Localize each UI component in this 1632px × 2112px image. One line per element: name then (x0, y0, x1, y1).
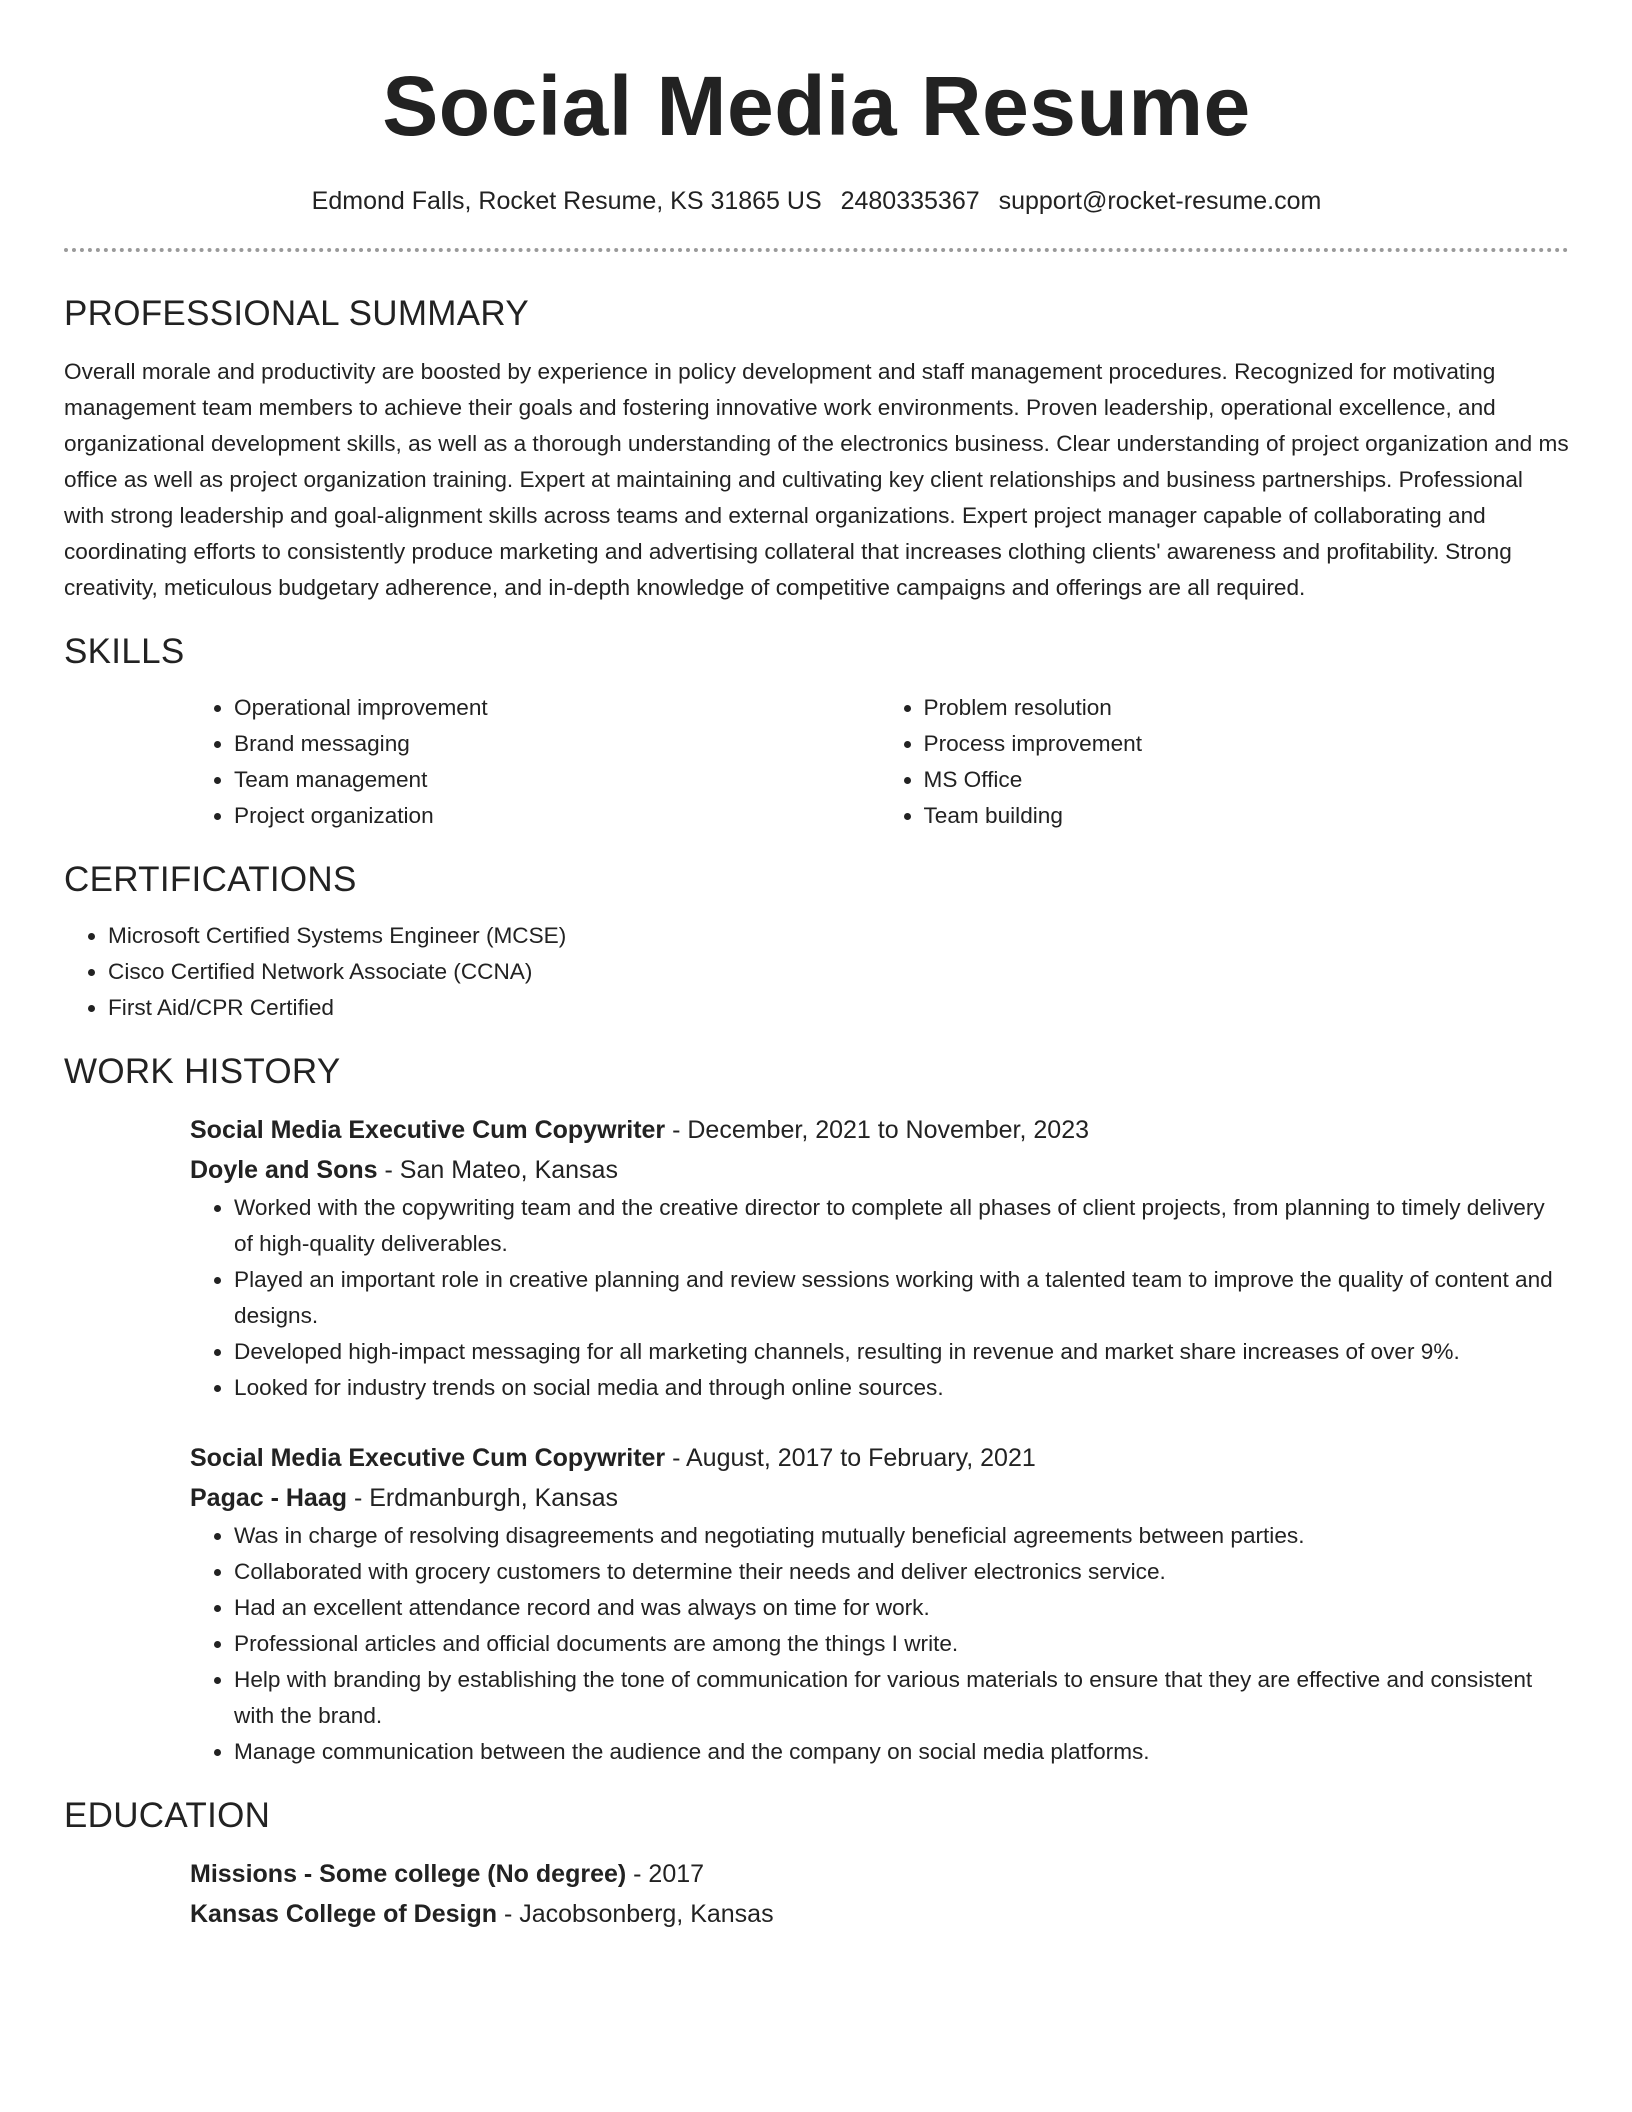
skill-item: • Team management (234, 762, 880, 798)
job-bullet: • Looked for industry trends on social media and through online sources. (234, 1370, 1569, 1406)
job-bullets (64, 1518, 1569, 1770)
job-dates: - December, 2021 to November, 2023 (665, 1116, 1090, 1144)
job-bullet: • Worked with the copywriting team and the creative director to complete all phases of client projects, from planning to timely delivery of high-quality deliverables. (234, 1190, 1569, 1262)
job-title-line (190, 1110, 1569, 1150)
education-school: Kansas College of Design (190, 1900, 498, 1928)
skills-grid (190, 690, 1569, 834)
job-location: - Erdmanburgh, Kansas (347, 1484, 618, 1512)
skill-item: • Project organization (234, 798, 880, 834)
education-entry (190, 1854, 1569, 1934)
contact-line (64, 184, 1569, 218)
job-company: Pagac - Haag (190, 1484, 348, 1512)
skill-item: • MS Office (924, 762, 1570, 798)
summary-text: Overall morale and productivity are boosted by experience in policy development and staff management procedures. Recognized for motivating management team members to achieve their goals and fostering innovative work environments. Proven leadership, operational excellence, and organizational development skills, as well as a thorough understanding of the electronics business. Clear understanding of project organization and ms office as well as project organization training. Expert at maintaining and cultivating key client relationships and business partnerships. Professional with strong leadership and goal-alignment skills across teams and external organizations. Expert project manager capable of collaborating and coordinating efforts to consistently produce marketing and advertising collateral that increases clothing clients' awareness and profitability. Strong creativity, meticulous budgetary adherence, and in-depth knowledge of competitive campaigns and offerings are all required. (64, 359, 1569, 600)
job-title: Social Media Executive Cum Copywriter (190, 1116, 666, 1144)
job-bullet: • Collaborated with grocery customers to determine their needs and deliver electronics service. (234, 1554, 1569, 1590)
work-history-section (64, 1050, 1569, 1770)
certifications-section (64, 858, 1569, 1026)
contact-address: Edmond Falls, Rocket Resume, KS 31865 US (311, 187, 822, 215)
job-location: - San Mateo, Kansas (377, 1156, 618, 1184)
skill-item: • Team building (924, 798, 1570, 834)
certification-item: • First Aid/CPR Certified (108, 990, 1569, 1026)
work-history-heading: WORK HISTORY (64, 1052, 341, 1091)
job-entry (190, 1438, 1569, 1770)
job-bullets (64, 1190, 1569, 1406)
education-degree: Missions - Some college (No degree) (190, 1860, 627, 1888)
certification-item: • Microsoft Certified Systems Engineer (MCSE) (108, 918, 1569, 954)
certifications-list (64, 918, 1569, 1026)
education-section (64, 1794, 1569, 1934)
resume-page (64, 0, 1569, 1934)
header-divider (64, 248, 1569, 252)
job-company-line (190, 1150, 1569, 1190)
job-entry (190, 1110, 1569, 1406)
education-location: - Jacobsonberg, Kansas (497, 1900, 774, 1928)
summary-heading: PROFESSIONAL SUMMARY (64, 294, 529, 333)
skills-section (64, 630, 1569, 834)
job-bullet: • Manage communication between the audience and the company on social media platforms. (234, 1734, 1569, 1770)
education-school-line (190, 1894, 1569, 1934)
skill-item: • Brand messaging (234, 726, 880, 762)
job-company-line (190, 1478, 1569, 1518)
job-dates: - August, 2017 to February, 2021 (665, 1444, 1036, 1472)
certification-item: • Cisco Certified Network Associate (CCNA) (108, 954, 1569, 990)
job-bullet: • Help with branding by establishing the tone of communication for various materials to ensure that they are effective and consistent with the brand. (234, 1662, 1569, 1734)
skills-list-left (190, 690, 880, 834)
job-bullet: • Developed high-impact messaging for all marketing channels, resulting in revenue and market share increases of over 9%. (234, 1334, 1569, 1370)
contact-email[interactable]: support@rocket-resume.com (998, 187, 1322, 215)
skill-item: • Problem resolution (924, 690, 1570, 726)
education-year: - 2017 (626, 1860, 705, 1888)
contact-phone: 2480335367 (840, 187, 980, 215)
job-title-line (190, 1438, 1569, 1478)
job-bullet: • Professional articles and official documents are among the things I write. (234, 1626, 1569, 1662)
education-degree-line (190, 1854, 1569, 1894)
resume-title: Social Media Resume (382, 59, 1251, 153)
summary-section (64, 292, 1569, 606)
skill-item: • Process improvement (924, 726, 1570, 762)
skill-item: • Operational improvement (234, 690, 880, 726)
skills-heading: SKILLS (64, 632, 185, 671)
job-bullet: • Had an excellent attendance record and was always on time for work. (234, 1590, 1569, 1626)
job-bullet: • Was in charge of resolving disagreements and negotiating mutually beneficial agreements between parties. (234, 1518, 1569, 1554)
job-bullet: • Played an important role in creative planning and review sessions working with a talented team to improve the quality of content and designs. (234, 1262, 1569, 1334)
skills-list-right (880, 690, 1570, 834)
job-title: Social Media Executive Cum Copywriter (190, 1444, 666, 1472)
job-company: Doyle and Sons (190, 1156, 378, 1184)
education-heading: EDUCATION (64, 1796, 271, 1835)
certifications-heading: CERTIFICATIONS (64, 860, 357, 899)
